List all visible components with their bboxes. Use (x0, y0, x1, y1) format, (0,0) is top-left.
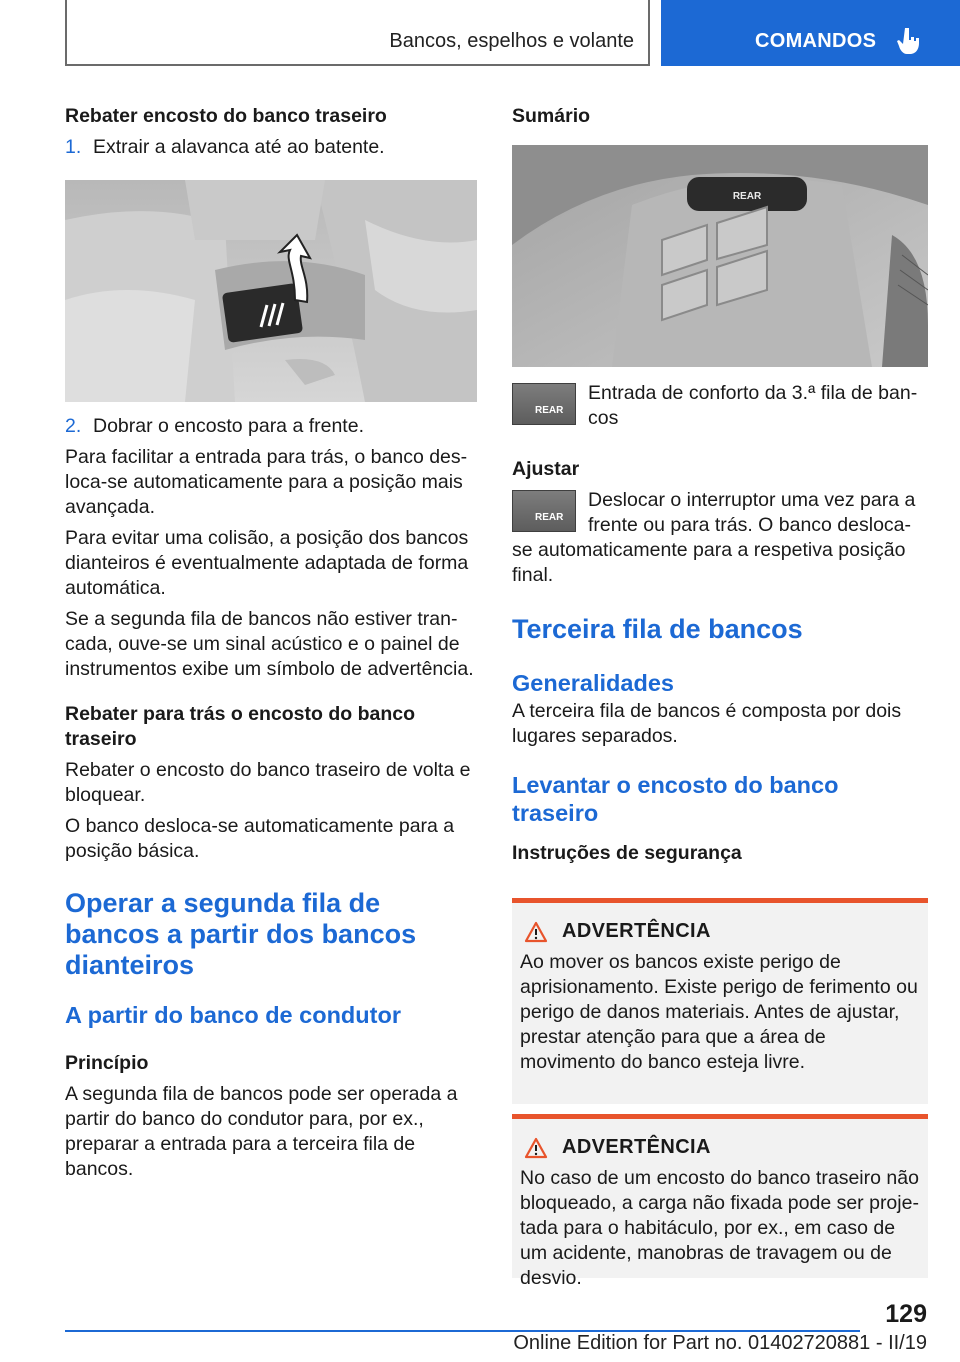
pointing-hand-icon (897, 26, 923, 56)
svg-text:REAR: REAR (732, 191, 762, 202)
warning-triangle-icon (524, 1137, 548, 1159)
step-number: 1. (65, 136, 82, 158)
step-number: 2. (65, 415, 82, 437)
warning-box (512, 1114, 928, 1289)
heading-fold-backrest: Rebater encosto do banco traseiro (65, 105, 387, 127)
heading-third-row: Terceira fila de bancos (512, 614, 803, 644)
step-text: Dobrar o encosto para a frente. (93, 415, 364, 437)
rear-seat-button-icon: REAR (512, 490, 576, 532)
page-number: 129 (885, 1300, 927, 1328)
comfort-entry-row (512, 381, 928, 431)
warning-triangle-icon (524, 921, 548, 943)
header-chapter-label: COMANDOS (755, 30, 877, 52)
warning-box (512, 898, 928, 1104)
rear-seat-button-icon: REAR (512, 383, 576, 425)
warning-text: No caso de um encosto do banco traseiro não bloqueado, a carga não fixada pode ser projetada para o habitáculo, por ex., em caso de um acidente, manobras de travagem ou de desvio. (520, 1167, 919, 1289)
header-chapter-tab[interactable] (661, 0, 960, 66)
step-text: Extrair a alavanca até ao batente. (93, 136, 385, 158)
heading-summary: Sumário (512, 105, 591, 127)
footer-edition: Online Edition for Part no. 01402720881 - II/19 (513, 1332, 927, 1354)
header-section-box (65, 0, 650, 66)
heading-safety: Instruções de segurança (512, 842, 742, 864)
heading-from-driver-seat: A partir do banco de condutor (65, 1002, 401, 1028)
warning-text: Ao mover os bancos existe perigo de aprisionamento. Existe perigo de ferimento ou perigo de danos materiais. Antes de ajustar, prestar atenção para que a área de movimento do banco esteja livre. (520, 951, 918, 1073)
step-1 (65, 135, 477, 160)
heading-adjust: Ajustar (512, 458, 580, 480)
comfort-entry-text: Entrada de conforto da 3.ª fila de bancos (588, 382, 918, 429)
warning-title: ADVERTÊNCIA (562, 1136, 711, 1158)
warning-header (520, 1135, 920, 1160)
door-switch-photo (512, 145, 928, 367)
adjust-block (512, 488, 928, 588)
header-section-title: Bancos, espelhos e volante (389, 30, 634, 52)
paragraph: Para evitar uma colisão, a posição dos bancos dianteiros é eventualmente adaptada de forma automática. (65, 527, 469, 599)
heading-raise-backrest: Levantar o encosto do banco traseiro (512, 772, 839, 826)
paragraph: A segunda fila de bancos pode ser operada a partir do banco do condutor para, por ex., preparar a entrada para a terceira fila de bancos. (65, 1083, 458, 1180)
seat-lever-photo (65, 180, 477, 402)
adjust-text: Deslocar o interruptor uma vez para a frente ou para trás. O banco desloca-se automaticamente para a respetiva posição final. (512, 489, 916, 586)
right-column (512, 104, 928, 866)
heading-fold-back-backrest: Rebater para trás o encosto do banco traseiro (65, 703, 416, 750)
paragraph: A terceira fila de bancos é composta por dois lugares separados. (512, 700, 902, 747)
paragraph: Para facilitar a entrada para trás, o banco desloca-se automaticamente para a posição mais avançada. (65, 446, 468, 518)
left-column (65, 104, 477, 1182)
paragraph: Se a segunda fila de bancos não estiver trancada, ouve-se um sinal acústico e o painel de instrumentos exibe um símbolo de advertência. (65, 608, 474, 680)
heading-principle: Princípio (65, 1052, 149, 1074)
heading-general: Generalidades (512, 670, 674, 696)
warning-title: ADVERTÊNCIA (562, 920, 711, 942)
warning-header (520, 919, 920, 944)
step-2 (65, 414, 477, 439)
heading-operate-second-row: Operar a segunda fila de bancos a partir dos bancos dianteiros (65, 888, 417, 980)
paragraph: O banco desloca-se automaticamente para a posição básica. (65, 815, 455, 862)
paragraph: Rebater o encosto do banco traseiro de volta e bloquear. (65, 759, 471, 806)
